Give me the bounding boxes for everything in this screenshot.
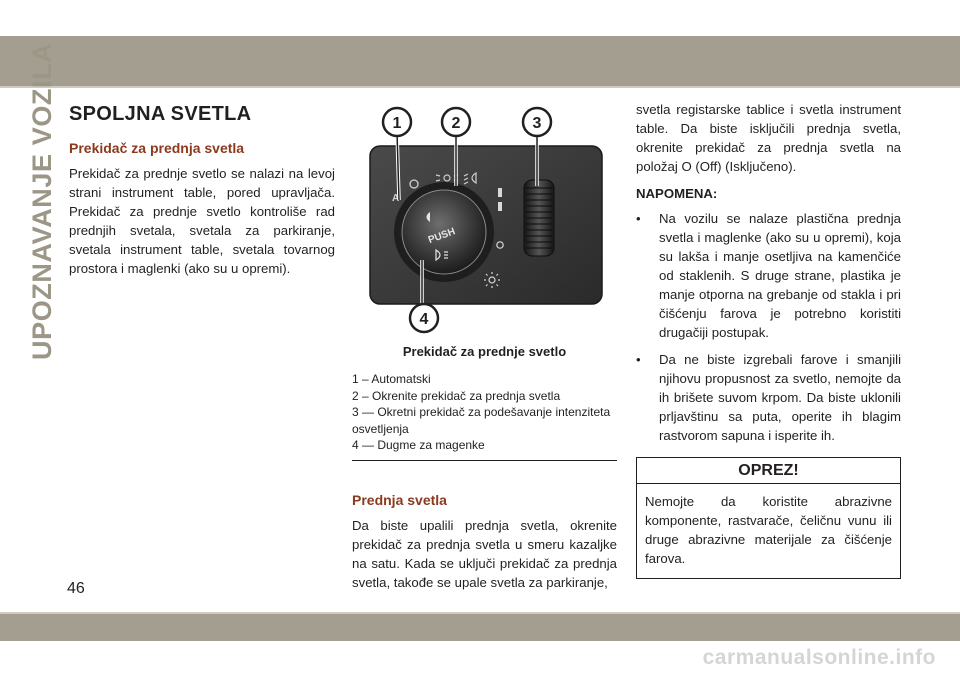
watermark: carmanualsonline.info (702, 646, 936, 669)
list-item-text: Da ne biste izgrebali farove i smanjili njihovu propusnost za svetlo, nemojte da ih brišete suvom krpom. Da biste uklonili prljavštinu sa puta, operite ih blagim rastvorom sapuna i isperite ih. (659, 352, 901, 443)
bullet-icon: • (636, 352, 641, 367)
callout-2 (442, 108, 470, 136)
column-middle (352, 100, 617, 592)
subsection-title-headlights: Prednja svetla (352, 491, 447, 508)
figure-caption-title: Prekidač za prednje svetlo (402, 344, 567, 359)
legend-item: 2 – Okrenite prekidač za prednja svetla (352, 388, 561, 403)
list-item (636, 350, 901, 445)
page-number: 46 (67, 580, 85, 597)
subsection-title-headlight-switch: Prekidač za prednja svetla (69, 140, 245, 156)
header-rule (0, 86, 960, 88)
dimmer-indicator-top (498, 188, 502, 197)
subsection-body-headlight-switch: Prekidač za prednje svetlo se nalazi na levoj strani instrument table, pored upravljača. Prekidač za prednje svetlo kontroliše rad prednjih svetala, svetala za parkiranje, svetala instrument table, svetala tovarnog prostora i maglenki (ako su u opremi). (69, 166, 335, 276)
list-item (636, 209, 901, 342)
header-band (0, 36, 960, 86)
auto-position-icon: A (392, 193, 400, 204)
list-item-text: Na vozilu se nalaze plastična prednja svetla i maglenke (ako su u opremi), koja su lakša i manje osetljiva na kamenčiće od staklenih. S druge strane, plastika je manje otporna na grebanje od stakla i pri čišćenju farova je potrebno koristiti drugačiji postupak. (659, 211, 901, 340)
note-heading: NAPOMENA: (636, 186, 718, 201)
column-left (69, 100, 335, 278)
top-margin (0, 0, 960, 36)
legend-item: 1 – Automatski (352, 372, 431, 386)
legend-item: 3 — Okretni prekidač za podešavanje intenziteta osvetljenja (352, 405, 611, 436)
legend-item: 4 — Dugme za magenke (352, 438, 485, 452)
callout-1-label: 1 (392, 115, 402, 132)
continued-paragraph: svetla registarske tablice i svetla instrument table. Da biste isključili prednja svetla, okrenite prekidač za prednja svetla na položaj O (Off) (Isključeno). (636, 102, 901, 174)
caution-box (636, 457, 901, 579)
caution-text: Nemojte da koristite abrazivne komponente, rastvarače, čeličnu vunu ili druge abrazivne materijale za čišćenje farova. (645, 494, 892, 566)
figure-legend (352, 371, 617, 461)
footer-band (0, 614, 960, 641)
callout-1 (383, 108, 411, 136)
callout-2-label: 2 (451, 115, 461, 132)
callout-3 (523, 108, 551, 136)
callout-4 (410, 304, 438, 332)
headlight-switch-illustration (352, 100, 617, 340)
caution-heading: OPREZ! (637, 458, 900, 484)
push-label: PUSH (426, 226, 457, 247)
chapter-side-title: UPOZNAVANJE VOZILA (27, 42, 57, 360)
note-list (636, 209, 901, 445)
headlight-switch-figure (352, 100, 617, 340)
callout-4-label: 4 (419, 311, 429, 328)
dimmer-indicator-mid (498, 202, 502, 211)
callout-3-label: 3 (532, 115, 542, 132)
subsection-body-headlights: Da biste upalili prednja svetla, okrenite prekidač za prednja svetla u smeru kazaljke na satu. Kada se uključi prekidač za prednja svetla, takođe se upale svetla za parkiranje, (352, 517, 617, 590)
column-right (636, 100, 901, 579)
section-title: SPOLJNA SVETLA (69, 103, 252, 125)
bullet-icon: • (636, 211, 641, 226)
